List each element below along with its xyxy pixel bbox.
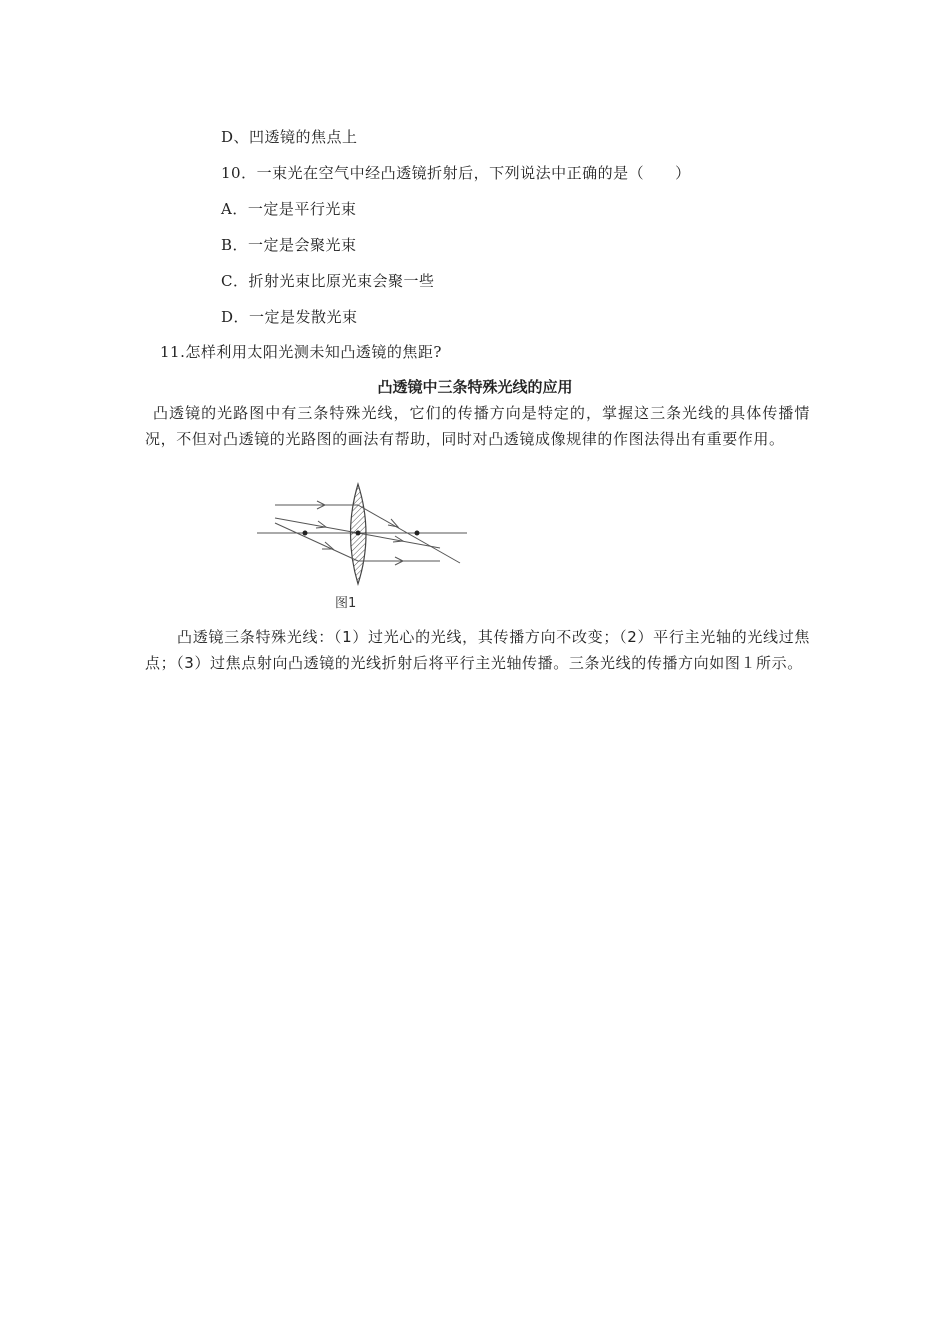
left-focus-point (303, 531, 308, 536)
figure-caption: 图1 (335, 596, 357, 611)
ray-focus-incident (275, 523, 358, 561)
q10-option-c: C．折射光束比原光束会聚一些 (221, 272, 435, 290)
q10-option-b: B．一定是会聚光束 (221, 236, 357, 254)
article-title: 凸透镜中三条特殊光线的应用 (377, 378, 573, 396)
optical-center-point (356, 531, 361, 536)
article-body: 凸透镜三条特殊光线：（1）过光心的光线，其传播方向不改变；（2）平行主光轴的光线过焦点；（3）过焦点射向凸透镜的光线折射后将平行主光轴传播。三条光线的传播方向如图１所示。 (145, 628, 810, 672)
convex-lens-ray-diagram (255, 478, 480, 613)
q10-option-a: A．一定是平行光束 (221, 200, 357, 218)
ray-center-incident (275, 518, 358, 533)
q11-stem: 11.怎样利用太阳光测未知凸透镜的焦距? (160, 343, 442, 361)
right-focus-point (415, 531, 420, 536)
article-intro: 凸透镜的光路图中有三条特殊光线，它们的传播方向是特定的，掌握这三条光线的具体传播情况，不但对凸透镜的光路图的画法有帮助，同时对凸透镜成像规律的作图法得出有重要作用。 (145, 404, 810, 448)
q10-stem: 10．一束光在空气中经凸透镜折射后，下列说法中正确的是（ ） (221, 164, 691, 182)
q10-option-d: D．一定是发散光束 (221, 308, 358, 326)
ray-center-refracted (358, 533, 440, 548)
q9-option-d: D、凹透镜的焦点上 (221, 128, 358, 146)
ray-diagram-svg (255, 478, 480, 613)
ray-parallel-refracted (358, 505, 460, 563)
